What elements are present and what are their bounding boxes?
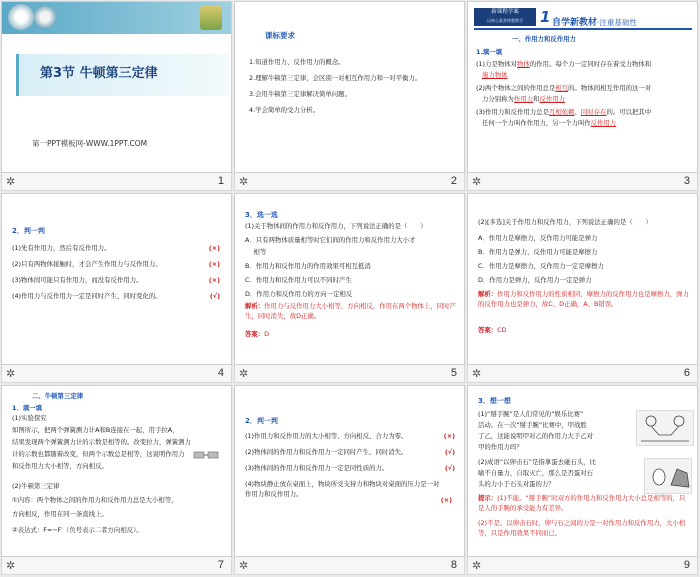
answer: 答案：D [245, 330, 270, 338]
egg-stone-image [644, 458, 692, 494]
animation-star-icon: ✲ [472, 175, 482, 188]
fill-line: (1)力是物体对物体的作用。每个力一定同时存在着受力物体和 [476, 60, 652, 68]
slide-3-bar [467, 173, 698, 191]
fill-heading: 1．填一填 [12, 404, 43, 412]
judge-item: (2)物体间的作用力和反作用力一定同时产生、同时消失。 (√) [245, 448, 455, 456]
law-line: ①内容：两个物体之间的作用力和反作用力总是大小相等， [12, 496, 178, 504]
slide-3-canvas [467, 1, 698, 173]
slide-number: 3 [683, 175, 690, 187]
option: C．作用力和反作用力可以不同时产生 [245, 276, 352, 284]
hint: 提示：(1)不能。“掰手腕”时双方的作用力和反作用力大小总是相等的，只是人的手腕的承受能力有差异。 [478, 494, 686, 512]
section-underline [474, 28, 692, 30]
judge-item: (1)作用力和反作用力的大小相等、方向相反、合力为零。 (×) [245, 432, 455, 440]
option: B．作用力和反作用力的作用效果可相互抵消 [245, 262, 371, 270]
slide-number: 2 [450, 175, 457, 187]
slide-heading: 2．判一判 [245, 417, 278, 425]
dandelion-image-2 [34, 6, 56, 28]
question: (1)关于物体间的作用力和反作用力，下列说法正确的是（ ） [245, 222, 427, 230]
slide-2-bar [234, 173, 465, 191]
badge-line-1: 新课程学案 [491, 9, 519, 15]
grass-image [200, 6, 222, 30]
slide-4[interactable] [0, 192, 233, 384]
law-line: 方向相反，作用在同一条直线上。 [12, 510, 108, 518]
animation-star-icon: ✲ [239, 175, 249, 188]
fill-line: 力分别称为作用力和反作用力 [482, 95, 566, 103]
analysis: 解析：作用力与反作用力大小相等，方向相反，作用在两个物体上，同时产生，同时消失，故D正确。 [245, 302, 456, 320]
slide-9[interactable] [466, 384, 699, 576]
fill-line: 任何一个力叫作作用力，另一个力叫作反作用力 [482, 119, 617, 127]
animation-star-icon: ✲ [472, 367, 482, 380]
law-line: ②表达式：F=−F′（负号表示二者方向相反）。 [12, 526, 143, 534]
q-line: 了乙，这能说明甲对乙的作用力大于乙对 [478, 432, 594, 440]
judge-item: (4)作用力与反作用力一定是同时产生、同时变化的。 (√) [12, 292, 220, 300]
animation-star-icon: ✲ [6, 175, 16, 188]
slide-heading: 3．选一选 [245, 211, 278, 219]
slide-4-canvas [1, 193, 232, 365]
slide-6-canvas [467, 193, 698, 365]
slide-number: 1 [217, 175, 224, 187]
slide-8[interactable] [233, 384, 466, 576]
list-item: 1.知道作用力、反作用力的概念。 [249, 58, 345, 66]
animation-star-icon: ✲ [6, 559, 16, 572]
exp-line: 计的示数也都随着改变，但两个示数总是相等，这说明作用力 [12, 450, 185, 458]
fill-line: 施力物体 [482, 71, 508, 79]
arm-wrestling-image [636, 410, 694, 446]
law-heading: (2)牛顿第三定律 [12, 482, 60, 490]
slide-5-canvas [234, 193, 465, 365]
animation-star-icon: ✲ [239, 559, 249, 572]
slide-2[interactable] [233, 0, 466, 192]
slide-1-canvas [1, 1, 232, 173]
sub-heading: 一、作用力和反作用力 [512, 35, 576, 43]
slide-7-bar [1, 557, 232, 575]
fill-line: (2)两个物体之间的作用总是相互的。物体间相互作用的这一对 [476, 84, 652, 92]
answer: 答案：CD [478, 326, 507, 334]
egg-stone-icon [645, 459, 691, 493]
slide-9-canvas [467, 385, 698, 557]
slide-1[interactable] [0, 0, 233, 192]
arm-wrestling-icon [637, 411, 693, 445]
q-line: 活动。在一次“掰手腕”比赛中，甲战胜 [478, 421, 587, 429]
sub-heading: 二、牛顿第三定律 [32, 392, 84, 400]
option: D．作用力和反作用力的方向一定相反 [245, 290, 353, 298]
exp-heading: (1)实验探究 [12, 414, 47, 422]
judge-item: (2)只有两物体接触时，才会产生作用力与反作用力。 (×) [12, 260, 220, 268]
section-number: 1 [540, 8, 551, 26]
slide-3[interactable] [466, 0, 699, 192]
slide-number: 6 [683, 367, 690, 379]
judge-item: (4)物块静止放在桌面上，物块所受支持力和物块对桌面的压力是一对作用力和反作用力。 [245, 480, 440, 498]
slide-heading: 3．想一想 [478, 397, 511, 405]
slide-heading: 2．判一判 [12, 227, 45, 235]
slide-8-canvas [234, 385, 465, 557]
slide-4-bar [1, 365, 232, 383]
list-item: 2.理解牛顿第三定律，会区别一对相互作用力和一对平衡力。 [249, 74, 422, 82]
badge-line-2: 以核心素养统整教学 [487, 18, 523, 23]
option: A．作用力是摩擦力，反作用力可能是弹力 [478, 234, 598, 242]
q-line: (2)成语“以卵击石”是指拿蛋去碰石头，比 [478, 458, 596, 466]
judge-item: (3)物体间可能只有作用力，而没有反作用力。 (×) [12, 276, 220, 284]
exp-line: 结果发现两个弹簧测力计的示数是相等的。改变拉力，弹簧测力 [12, 438, 191, 446]
list-item: 4.学会简单的受力分析。 [249, 106, 320, 114]
slide-5[interactable] [233, 192, 466, 384]
fill-heading: 1.填一填 [476, 48, 503, 56]
animation-star-icon: ✲ [472, 559, 482, 572]
section-subtitle: ·注重基础性 [597, 18, 637, 27]
slide-7[interactable] [0, 384, 233, 576]
exp-line: 和反作用力大小相等，方向相反。 [12, 462, 108, 470]
badge [474, 8, 536, 26]
slide-footer: 第一PPT模板网-WWW.1PPT.COM [32, 139, 148, 148]
hint: (2)不是。以卵击石时，卵与石之间的力是一对作用力和反作用力，大小相等，只是作用效果不同而已。 [478, 519, 686, 537]
slide-title: 第3节 牛顿第三定律 [40, 66, 158, 81]
slide-7-canvas [1, 385, 232, 557]
option: A．只有两物体质量相等时它们间的作用力和反作用力大小才 [245, 236, 416, 244]
fill-line: (3)作用力和反作用力总是互相依赖、同时存在的。可以把其中 [476, 108, 652, 116]
animation-star-icon: ✲ [239, 367, 249, 380]
slide-number: 7 [217, 559, 224, 571]
slide-8-bar [234, 557, 465, 575]
slide-number: 4 [217, 367, 224, 379]
slide-1-bar [1, 173, 232, 191]
judge-item: (3)物体间的作用力和反作用力一定是同性质的力。 (√) [245, 464, 455, 472]
dandelion-image [8, 4, 34, 30]
slide-number: 8 [450, 559, 457, 571]
spring-scale-figure [192, 442, 222, 472]
exp-line: 如图所示，把两个弹簧测力计A和B连接在一起，用手拉A， [12, 426, 179, 434]
slide-number: 5 [450, 367, 457, 379]
option: 相等 [245, 248, 267, 256]
slide-6[interactable] [466, 192, 699, 384]
analysis: 解析：作用力和反作用力的性质相同，摩擦力的反作用力也是摩擦力，弹力的反作用力也是弹力，故C、D正确，A、B错误。 [478, 290, 689, 308]
q-line: 头的力小于石头对蛋的力？ [478, 480, 555, 488]
option: C．作用力是摩擦力，反作用力一定是摩擦力 [478, 262, 604, 270]
slide-9-bar [467, 557, 698, 575]
slide-number: 9 [683, 559, 690, 571]
section-title: 自学新教材 [552, 18, 598, 28]
option: D．作用力是弹力，反作用力一定是弹力 [478, 276, 592, 284]
question: (2)[多选]关于作用力和反作用力，下列说法正确的是（ ） [478, 218, 652, 226]
judge-mark: (×) [440, 496, 452, 504]
animation-star-icon: ✲ [6, 367, 16, 380]
slide-2-canvas [234, 1, 465, 173]
q-line: 甲的作用力吗？ [478, 443, 523, 451]
q-line: (1)“掰手腕”是人们常见的“娱乐比赛” [478, 410, 584, 418]
judge-item: (1)先有作用力，然后有反作用力。 (×) [12, 244, 220, 252]
list-item: 3.会用牛顿第三定律解决简单问题。 [249, 90, 351, 98]
slide-6-bar [467, 365, 698, 383]
spring-scale-icon [192, 442, 222, 472]
q-line: 喻不自量力，自取灭亡，那么是否蛋对石 [478, 469, 594, 477]
slide-5-bar [234, 365, 465, 383]
option: B．作用力是弹力，反作用力可能是摩擦力 [478, 248, 598, 256]
slide-heading: 课标要求 [265, 31, 295, 40]
